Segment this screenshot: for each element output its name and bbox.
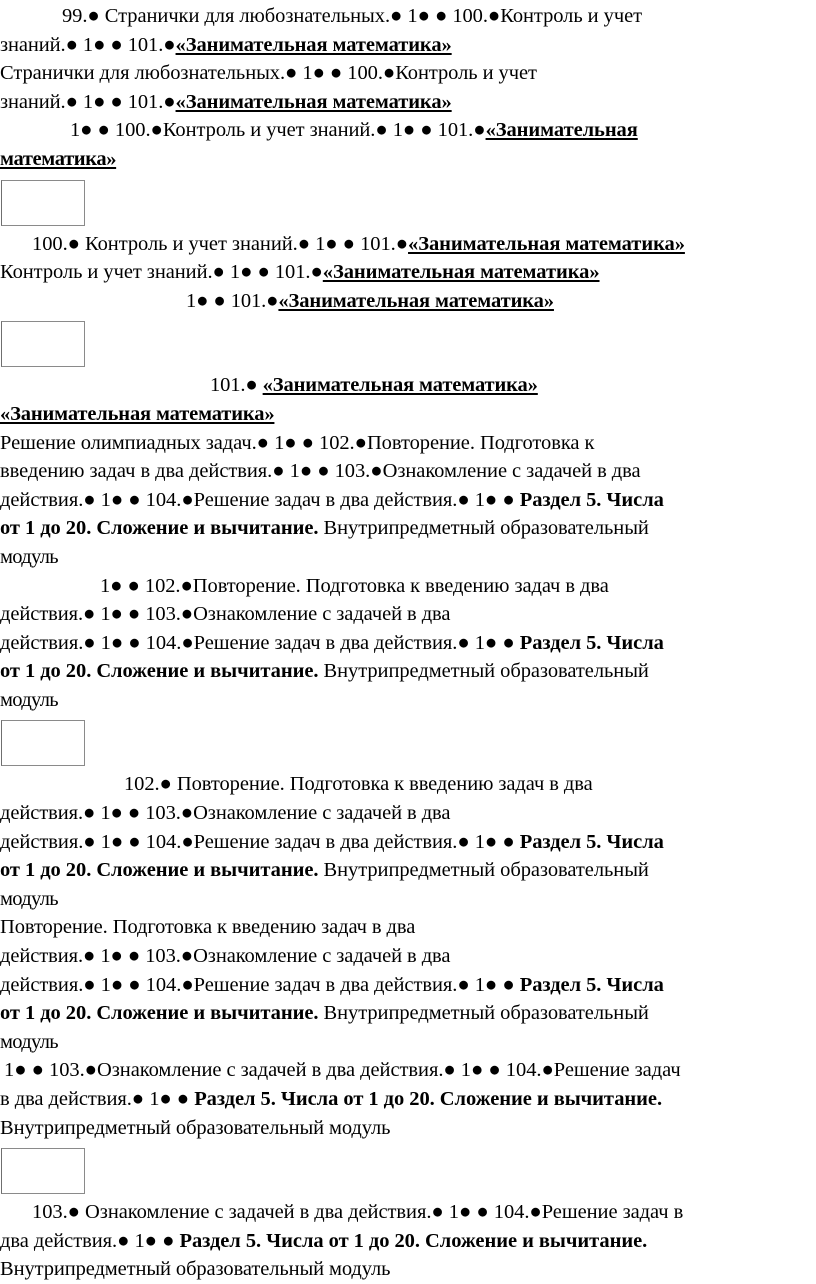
section-heading: Раздел 5. Числа [519,631,664,654]
bold-title: «Занимательная математика» [262,374,538,397]
text-line [0,856,816,885]
section-heading: от 1 до 20. Сложение и вычитание. [0,859,319,882]
section-heading: Раздел 5. Числа от 1 до 20. Сложение и вычитание. [179,1229,648,1252]
empty-box [1,1148,85,1194]
text-line [0,400,816,429]
line-text: Странички для любознательных.● 1● ● 100.●Контроль и учет [0,62,537,85]
text-line [0,828,816,857]
line-text: 1● ● 102.●Повторение. Подготовка к введению задач в два [100,574,609,597]
text-line [0,2,816,31]
line-text: 99.● Странички для любознательных.● 1● ● 100.●Контроль и учет [62,5,642,27]
line-text: действия.● 1● ● 103.●Ознакомление с задачей в два [0,603,451,626]
text-line [0,1028,816,1057]
line-text: 1● ● 103.●Ознакомление с задачей в два действия.● 1● ● 104.●Решение задач [4,1059,681,1082]
document-page [0,2,816,1284]
line-text: 103.● Ознакомление с задачей в два действия.● 1● ● 104.●Решение задач в [32,1201,684,1224]
text-line [0,1085,816,1114]
section-heading: Раздел 5. Числа [519,973,664,996]
text-line [0,600,816,629]
empty-box [1,321,85,367]
section-heading: от 1 до 20. Сложение и вычитание. [0,660,319,683]
text-line [0,543,816,572]
bold-title: «Занимательная математика» [278,289,554,312]
text-line [0,1114,816,1143]
line-text: модуль [0,545,58,568]
text-line [0,686,816,715]
line-text: 1● ● 100.●Контроль и учет знаний.● 1● ● 101.● [70,119,486,142]
line-text: модуль [0,688,58,711]
text-line [0,1255,816,1284]
text-line [0,88,816,117]
line-text: Внутрипредметный образовательный [318,660,649,683]
empty-box [1,180,85,226]
text-line [0,657,816,686]
text-line [0,913,816,942]
text-line [0,1227,816,1256]
empty-box [1,720,85,766]
line-text: Внутрипредметный образовательный [318,517,649,540]
line-text: в два действия.● 1● ● [0,1088,195,1110]
line-text: модуль [0,887,58,910]
line-text: Внутрипредметный образовательный модуль [0,1116,391,1139]
bold-title: «Занимательная [485,119,638,142]
line-text: Внутрипредметный образовательный модуль [0,1258,391,1281]
section-heading: Раздел 5. Числа от 1 до 20. Сложение и вычитание. [194,1088,663,1110]
text-line [0,287,816,316]
line-text: действия.● 1● ● 104.●Решение задач в два действия.● 1● ● [0,830,520,853]
text-line [0,942,816,971]
bold-title: «Занимательная математика» [322,261,600,284]
bold-title: «Занимательная математика» [0,402,275,425]
text-line [0,371,816,400]
text-line [0,31,816,60]
text-line [0,429,816,458]
line-text: Внутрипредметный образовательный [318,859,649,882]
line-text: знаний.● 1● ● 101.● [0,90,176,113]
line-text: два действия.● 1● ● [0,1229,180,1252]
text-line [0,457,816,486]
text-line [0,629,816,658]
bold-title: «Занимательная математика» [175,90,452,113]
text-line [0,971,816,1000]
line-text: Повторение. Подготовка к введению задач в два [0,916,416,939]
text-line [0,885,816,914]
section-heading: Раздел 5. Числа [519,830,664,853]
text-line [0,59,816,88]
line-text: действия.● 1● ● 103.●Ознакомление с задачей в два [0,802,451,825]
text-line [0,999,816,1028]
bold-title: «Занимательная математика» [175,33,452,56]
line-text: Внутрипредметный образовательный [318,1002,649,1025]
line-text: действия.● 1● ● 104.●Решение задач в два действия.● 1● ● [0,631,520,654]
line-text: действия.● 1● ● 104.●Решение задач в два действия.● 1● ● [0,488,520,511]
line-text: действия.● 1● ● 104.●Решение задач в два действия.● 1● ● [0,973,520,996]
text-line [0,514,816,543]
text-line [0,116,816,145]
line-text: 1● ● 101.● [186,289,279,312]
section-heading: Раздел 5. Числа [519,488,664,511]
section-heading: от 1 до 20. Сложение и вычитание. [0,1002,319,1025]
line-text: 100.● Контроль и учет знаний.● 1● ● 101.● [32,232,409,255]
text-line [0,1056,816,1085]
section-heading: от 1 до 20. Сложение и вычитание. [0,517,319,540]
text-line [0,258,816,287]
text-line [0,486,816,515]
line-text: действия.● 1● ● 103.●Ознакомление с задачей в два [0,945,451,968]
line-text: Решение олимпиадных задач.● 1● ● 102.●Повторение. Подготовка к [0,431,595,454]
line-text: введению задач в два действия.● 1● ● 103.●Ознакомление с задачей в два [0,460,641,483]
line-text: 102.● Повторение. Подготовка к введению задач в два [124,773,593,796]
text-line [0,1198,816,1227]
line-text: модуль [0,1030,58,1053]
bold-title: «Занимательная математика» [408,232,685,255]
bold-title: математика» [0,147,117,170]
line-text: 101.● [210,374,263,397]
text-line [0,145,816,174]
text-line [0,572,816,601]
line-text: знаний.● 1● ● 101.● [0,33,176,56]
text-line [0,230,816,259]
text-line [0,770,816,799]
text-line [0,799,816,828]
line-text: Контроль и учет знаний.● 1● ● 101.● [0,261,323,284]
